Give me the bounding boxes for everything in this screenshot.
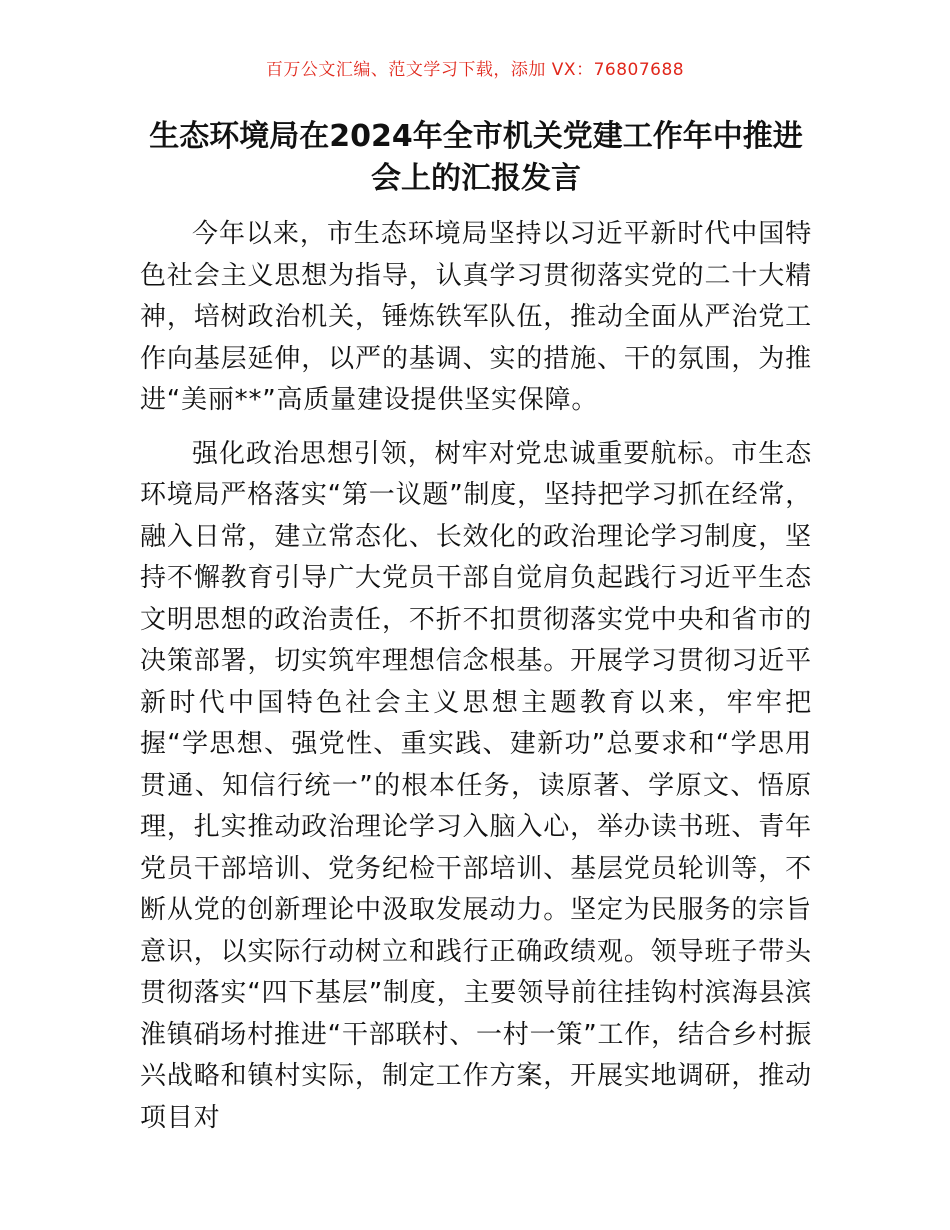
- paragraph-political-guidance: 强化政治思想引领，树牢对党忠诚重要航标。市生态环境局严格落实“第一议题”制度，坚持把学习抓在经常，融入日常，建立常态化、长效化的政治理论学习制度，坚持不懈教育引导广大党员干部自觉肩负起践行习近平生态文明思想的政治责任，不折不扣贯彻落实党中央和省市的决策部署，切实筑牢理想信念根基。开展学习贯彻习近平新时代中国特色社会主义思想主题教育以来，牢牢把握“学思想、强党性、重实践、建新功”总要求和“学思用贯通、知信行统一”的根本任务，读原著、学原文、悟原理，扎实推动政治理论学习入脑入心，举办读书班、青年党员干部培训、党务纪检干部培训、基层党员轮训等，不断从党的创新理论中汲取发展动力。坚定为民服务的宗旨意识，以实际行动树立和践行正确政绩观。领导班子带头贯彻落实“四下基层”制度，主要领导前往挂钩村滨海县滨淮镇硝场村推进“干部联村、一村一策”工作，结合乡村振兴战略和镇村实际，制定工作方案，开展实地调研，推动项目对: [140, 438, 812, 1133]
- paragraph-intro: 今年以来，市生态环境局坚持以习近平新时代中国特色社会主义思想为指导，认真学习贯彻落实党的二十大精神，培树政治机关，锤炼铁军队伍，推动全面从严治党工作向基层延伸，以严的基调、实的措施、干的氛围，为推进“美丽**”高质量建设提供坚实保障。: [140, 219, 812, 415]
- document-body: [140, 214, 812, 1139]
- document-title: 生态环境局在2024年全市机关党建工作年中推进会上的汇报发言: [149, 119, 803, 196]
- header-watermark-note: 百万公文汇编、范文学习下载，添加 VX：76807688: [265, 60, 685, 80]
